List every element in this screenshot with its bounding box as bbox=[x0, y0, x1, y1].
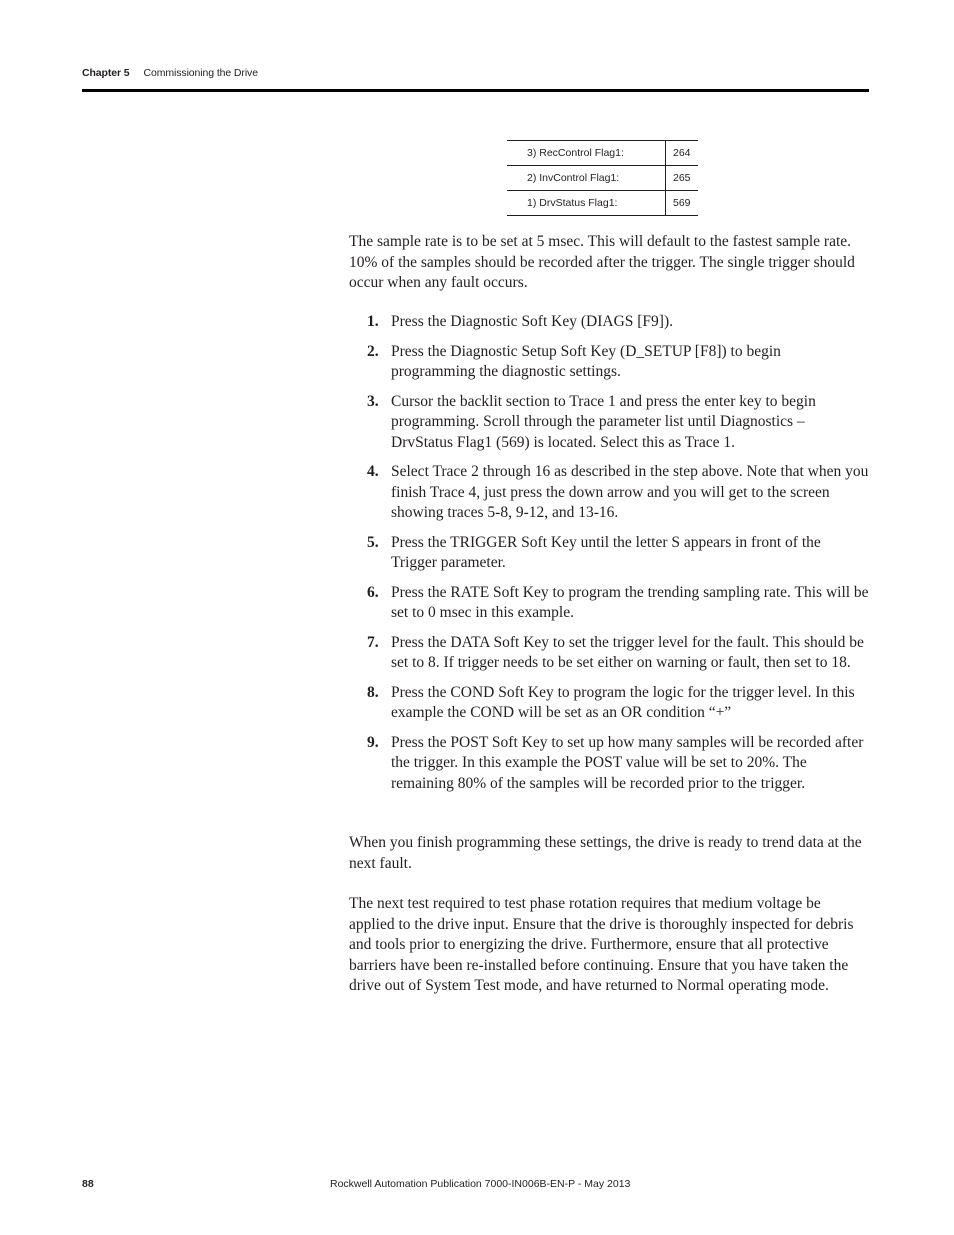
step-text: Press the DATA Soft Key to set the trigger level for the fault. This should be set to 8. If trigger needs to be set either on warning or fault, then set to 18. bbox=[391, 633, 864, 671]
list-item bbox=[349, 312, 869, 333]
step-number: 1. bbox=[367, 313, 379, 330]
table-row bbox=[507, 141, 698, 166]
step-number: 4. bbox=[367, 463, 379, 480]
step-number: 8. bbox=[367, 683, 379, 701]
param-name: 3) RecControl Flag1: bbox=[507, 141, 666, 166]
step-text: Press the RATE Soft Key to program the trending sampling rate. This will be set to 0 msec in this example. bbox=[391, 583, 869, 621]
step-number: 2. bbox=[367, 342, 379, 360]
step-text: Press the POST Soft Key to set up how many samples will be recorded after the trigger. In this example the POST value will be set to 20%. The remaining 80% of the samples will be recorded prior to the trigger. bbox=[391, 733, 864, 792]
step-text: Press the Diagnostic Soft Key (DIAGS [F9]). bbox=[391, 313, 673, 330]
step-number: 5. bbox=[367, 533, 379, 551]
publication-info: Rockwell Automation Publication 7000-IN006B-EN-P - May 2013 bbox=[330, 1178, 631, 1190]
list-item bbox=[349, 342, 869, 383]
step-number: 6. bbox=[367, 583, 379, 601]
running-header bbox=[82, 67, 258, 79]
list-item bbox=[349, 533, 869, 574]
chapter-title: Commissioning the Drive bbox=[143, 67, 258, 79]
page-number: 88 bbox=[82, 1178, 94, 1190]
table-row bbox=[507, 166, 698, 191]
step-text: Press the TRIGGER Soft Key until the letter S appears in front of the Trigger parameter. bbox=[391, 533, 821, 571]
phase-rotation-paragraph: The next test required to test phase rotation requires that medium voltage be applied to the drive input. Ensure that the drive is thoroughly inspected for debris and tools prior to energizing the drive. Furthermore, ensure that all protective barriers have been re-installed before continuing. Ensure that you have taken the drive out of System Test mode, and have returned to Normal operating mode. bbox=[349, 895, 854, 994]
step-text: Cursor the backlit section to Trace 1 and press the enter key to begin programming. Scroll through the parameter list until Diagnostics – DrvStatus Flag1 (569) is located. Select this as Trace 1. bbox=[391, 392, 816, 451]
step-list bbox=[349, 312, 869, 803]
table-row bbox=[507, 191, 698, 216]
list-item bbox=[349, 392, 869, 454]
step-text: Select Trace 2 through 16 as described in the step above. Note that when you finish Trace 4, just press the down arrow and you will get to the screen showing traces 5-8, 9-12, and 13-16. bbox=[391, 463, 869, 521]
chapter-label: Chapter 5 bbox=[82, 67, 130, 79]
param-value: 265 bbox=[666, 166, 699, 191]
list-item bbox=[349, 733, 869, 795]
header-rule bbox=[82, 89, 869, 92]
step-text: Press the Diagnostic Setup Soft Key (D_SETUP [F8]) to begin programming the diagnostic settings. bbox=[391, 342, 781, 380]
param-name: 1) DrvStatus Flag1: bbox=[507, 191, 666, 216]
completion-paragraph: When you finish programming these settings, the drive is ready to trend data at the next fault. bbox=[349, 834, 862, 872]
step-number: 9. bbox=[367, 733, 379, 751]
list-item bbox=[349, 583, 869, 624]
list-item bbox=[349, 683, 869, 724]
param-name: 2) InvControl Flag1: bbox=[507, 166, 666, 191]
param-value: 264 bbox=[666, 141, 699, 166]
param-value: 569 bbox=[666, 191, 699, 216]
step-text: Press the COND Soft Key to program the logic for the trigger level. In this example the COND will be set as an OR condition “+” bbox=[391, 683, 855, 721]
step-number: 3. bbox=[367, 392, 379, 410]
list-item bbox=[349, 462, 869, 524]
intro-paragraph: The sample rate is to be set at 5 msec. This will default to the fastest sample rate. 10% of the samples should be recorded after the trigger. The single trigger should occur when any fault occurs. bbox=[349, 233, 855, 291]
list-item bbox=[349, 633, 869, 674]
step-number: 7. bbox=[367, 633, 379, 651]
parameter-table bbox=[507, 140, 698, 216]
